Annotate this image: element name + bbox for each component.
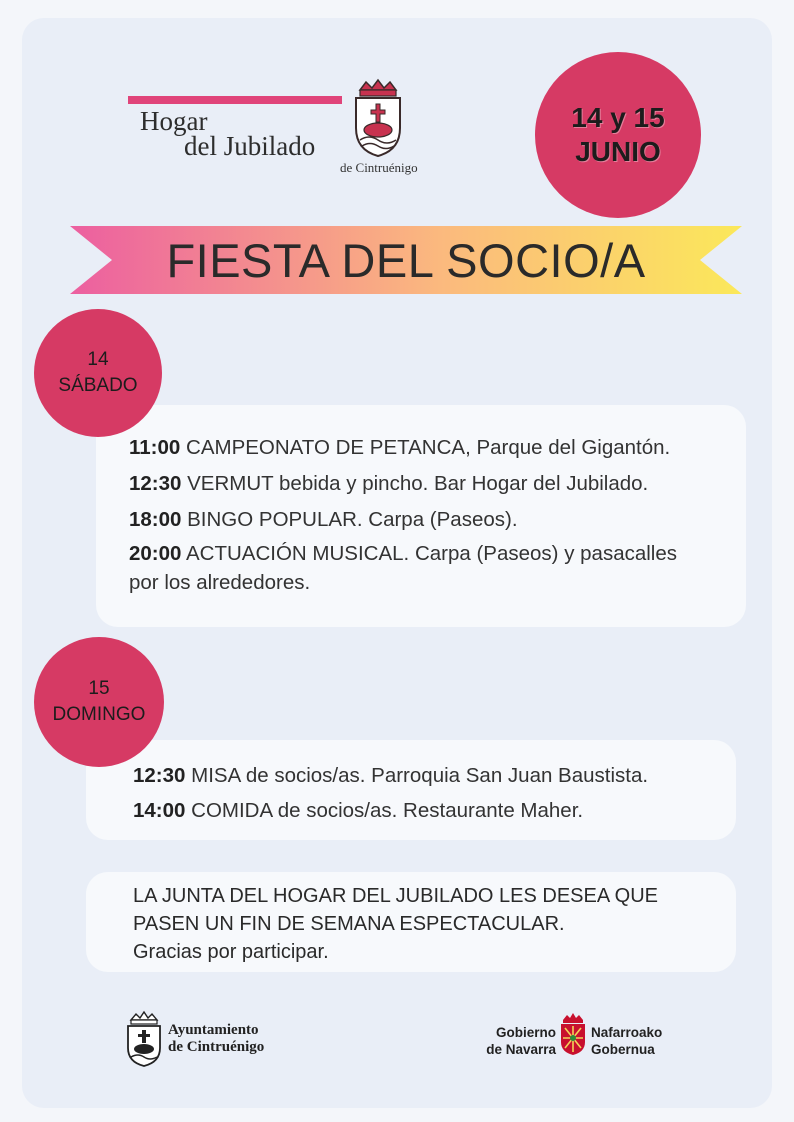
banner-title: FIESTA DEL SOCIO/A [166,233,646,287]
event-item [129,469,648,499]
cintruenigo-crest-icon [126,1010,162,1068]
event-time: 12:30 [133,764,186,787]
saturday-day-circle [34,309,162,437]
logo-subtitle: de Cintruénigo [340,160,418,175]
logo-line-jubilado: del Jubilado [184,131,316,161]
event-text: MISA de socios/as. Parroquia San Juan Baustista. [185,764,649,787]
event-time: 14:00 [133,799,186,822]
gobierno-navarra-eu [591,1024,662,1058]
ayuntamiento-name [168,1022,264,1056]
closing-message [133,882,658,966]
event-text: COMIDA de socios/as. Restaurante Maher. [185,799,584,822]
event-item [133,796,583,826]
event-continuation: por los alrededores. [129,571,311,594]
date-month: JUNIO [575,136,661,167]
gobierno-line: Nafarroako [591,1025,663,1040]
closing-thanks: Gracias por participar. [133,941,329,963]
event-item [133,761,648,791]
gobierno-line: Gobernua [591,1042,655,1057]
saturday-day-name: SÁBADO [58,375,138,396]
gobierno-navarra-es [484,1024,556,1058]
ayuntamiento-line: Ayuntamiento [168,1022,259,1038]
event-text: CAMPEONATO DE PETANCA, Parque del Gigantón. [180,436,671,459]
sunday-day-circle [34,637,164,767]
closing-line: PASEN UN FIN DE SEMANA ESPECTACULAR. [133,913,565,935]
ayuntamiento-logo [126,1010,265,1073]
saturday-day-number: 14 [87,349,109,370]
gobierno-line: Gobierno [496,1025,556,1040]
gobierno-line: de Navarra [486,1042,556,1057]
date-circle [535,52,701,218]
logo-line-hogar: Hogar [140,106,208,136]
sunday-day-name: DOMINGO [52,704,146,725]
event-item [129,505,518,535]
logo-bar [128,96,342,104]
ayuntamiento-line: de Cintruénigo [168,1039,265,1055]
event-item [129,433,670,463]
event-time: 12:30 [129,472,182,495]
sunday-day-number: 15 [88,678,110,699]
event-time: 18:00 [129,508,182,531]
event-item [129,539,677,569]
navarra-shield-icon [559,1012,587,1056]
event-text: VERMUT bebida y pincho. Bar Hogar del Jubilado. [181,472,649,495]
date-days: 14 y 15 [571,102,665,133]
event-time: 11:00 [129,436,181,459]
closing-line: LA JUNTA DEL HOGAR DEL JUBILADO LES DESEA QUE [133,885,658,907]
event-text: BINGO POPULAR. Carpa (Paseos). [181,508,518,531]
event-text: ACTUACIÓN MUSICAL. Carpa (Paseos) y pasacalles [181,542,678,565]
event-time: 20:00 [129,542,182,565]
cintruenigo-crest-icon [352,76,404,158]
